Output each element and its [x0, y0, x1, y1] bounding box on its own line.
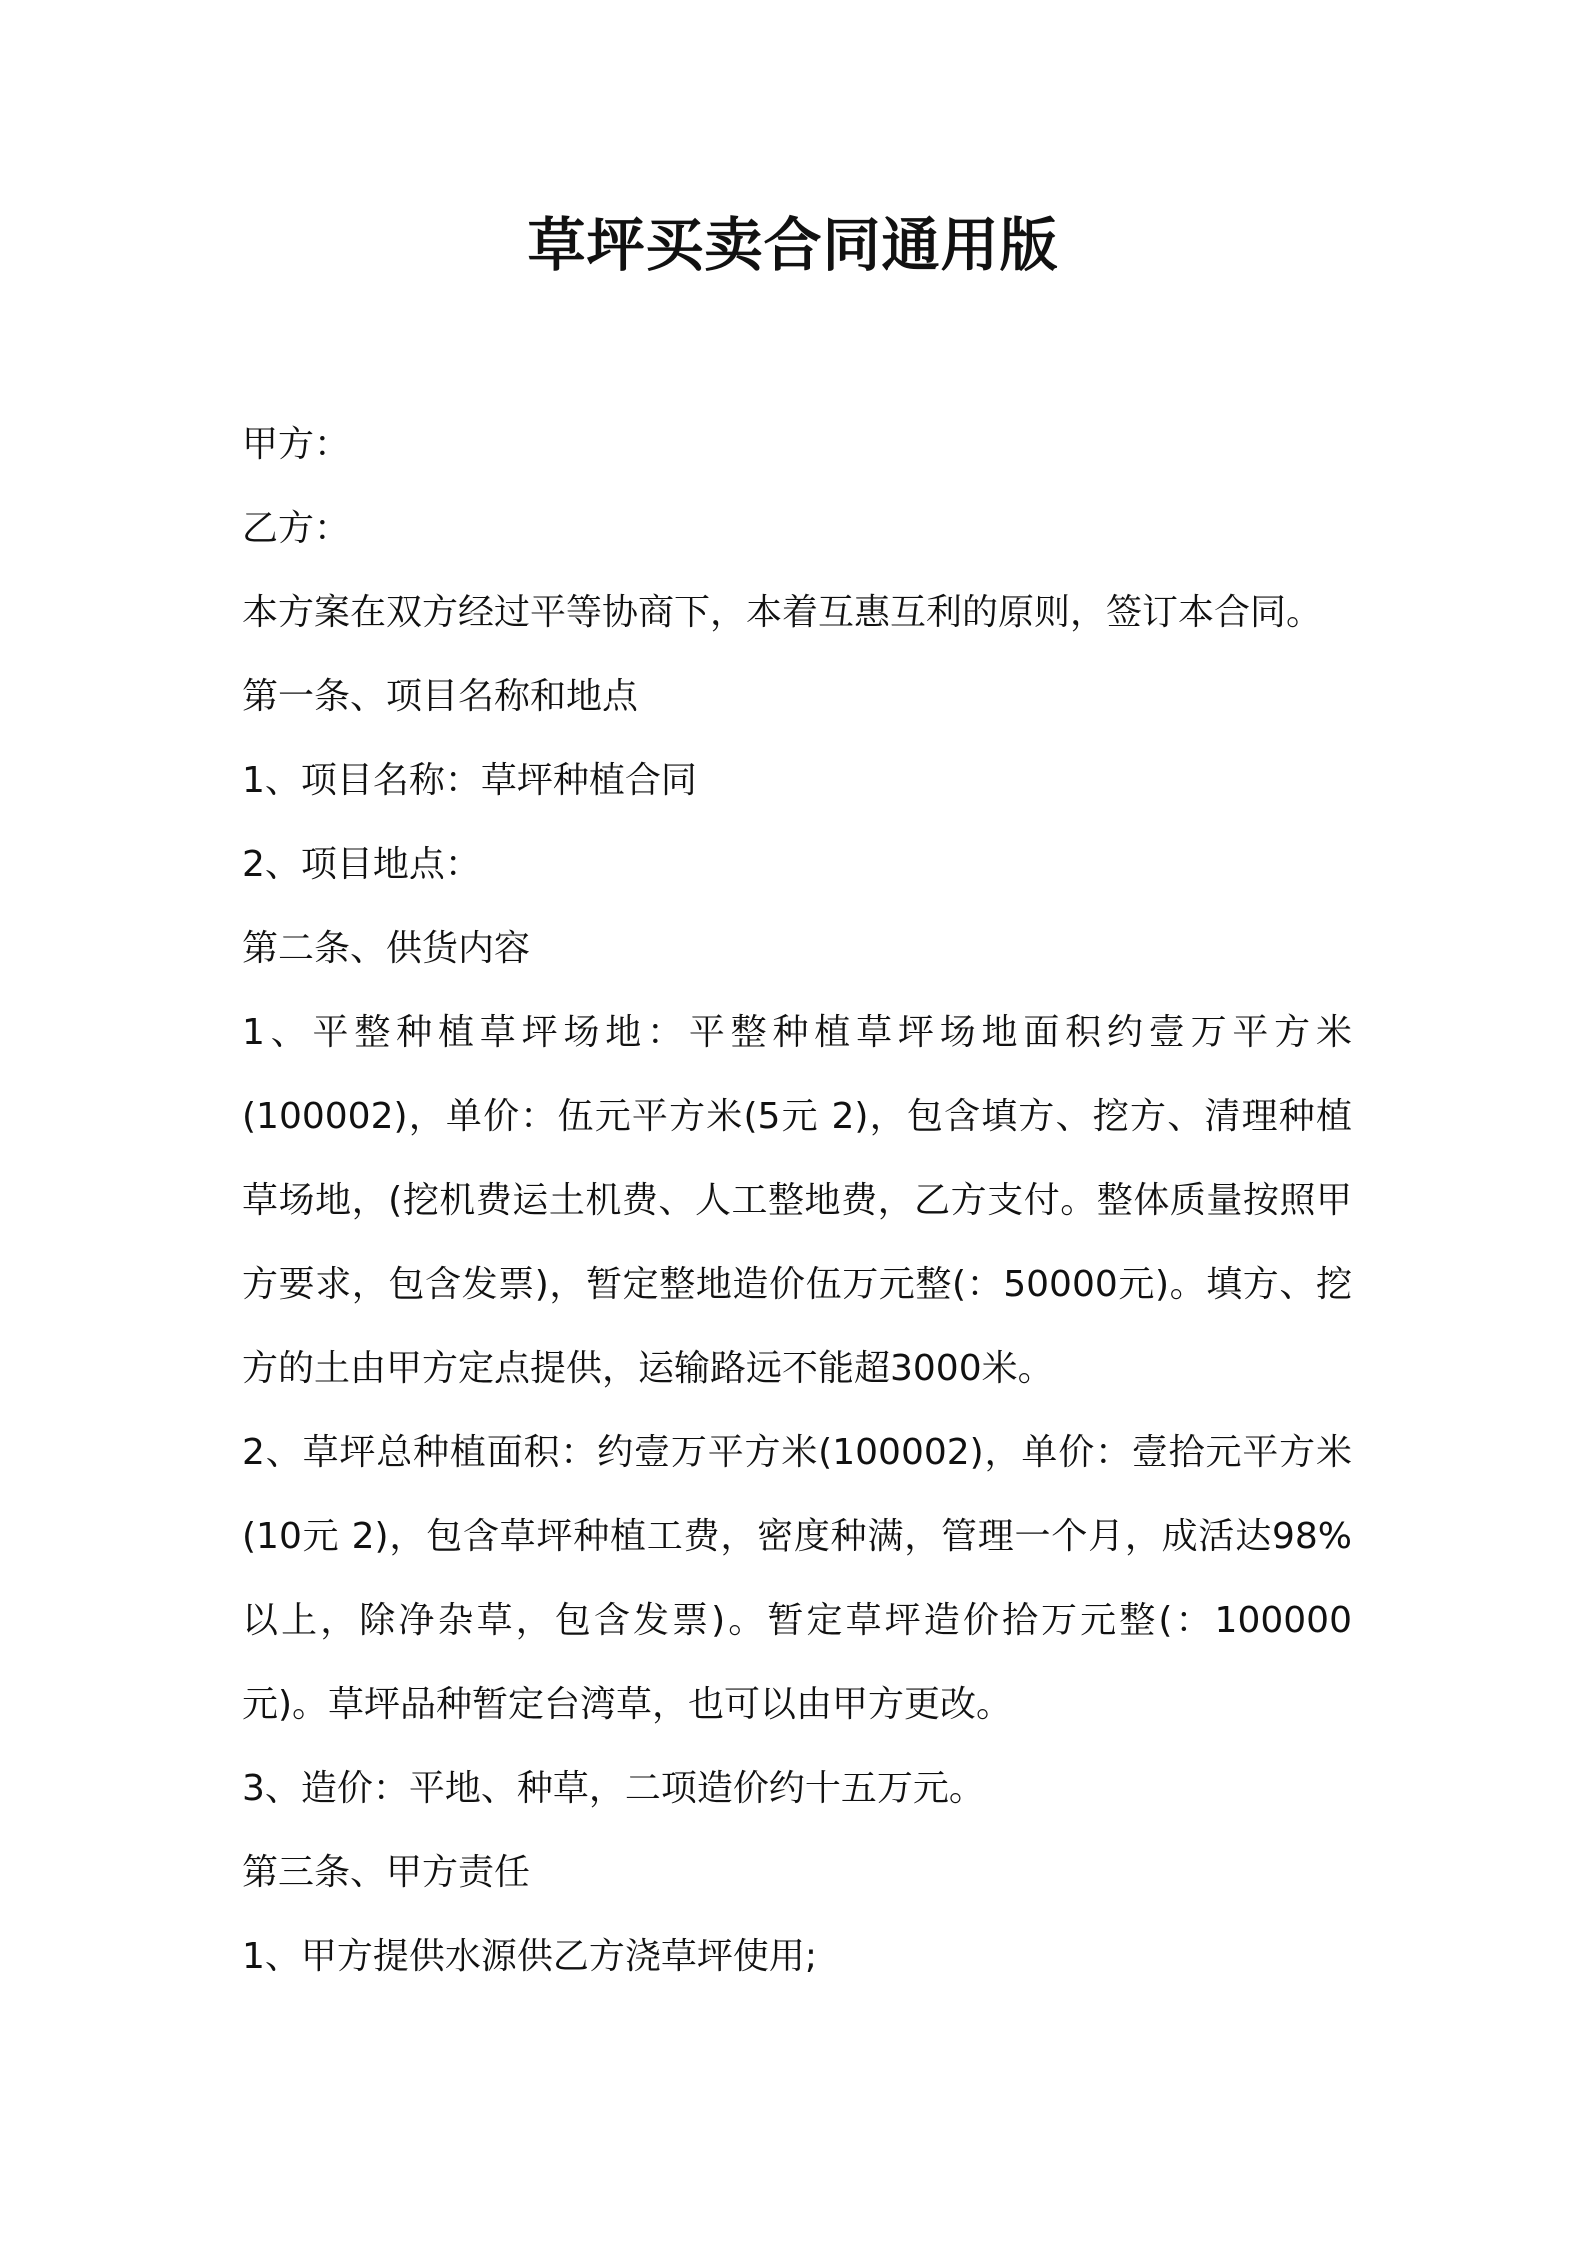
document-body: [242, 403, 1352, 1999]
project-location-line: 2、项目地点：: [242, 844, 481, 885]
party-a-duty-item-1: 1、甲方提供水源供乙方浇草坪使用;: [242, 1936, 818, 1977]
section-2-heading: 第二条、供货内容: [242, 928, 531, 969]
supply-item-2-paragraph: 2、草坪总种植面积：约壹万平方米(100002)，单价：壹拾元平方米(10元 2)，包含草坪种植工费，密度种满，管理一个月，成活达98%以上，除净杂草，包含发票)。暂定草坪造价拾万元整(：100000元)。草坪品种暂定台湾草，也可以由甲方更改。: [242, 1432, 1352, 1725]
document-title: 草坪买卖合同通用版: [527, 211, 1059, 279]
cost-line: 3、造价：平地、种草，二项造价约十五万元。: [242, 1768, 985, 1809]
party-a-line: 甲方：: [242, 424, 351, 465]
supply-item-1-paragraph: 1、平整种植草坪场地：平整种植草坪场地面积约壹万平方米(100002)，单价：伍元平方米(5元 2)，包含填方、挖方、清理种植草场地，(挖机费运土机费、人工整地费，乙方支付。整体质量按照甲方要求，包含发票)，暂定整地造价伍万元整(：50000元)。填方、挖方的土由甲方定点提供，运输路远不能超3000米。: [242, 1012, 1352, 1389]
party-b-line: 乙方：: [242, 508, 351, 549]
section-3-heading: 第三条、甲方责任: [242, 1852, 531, 1893]
preamble-line: 本方案在双方经过平等协商下，本着互惠互利的原则，签订本合同。: [242, 592, 1323, 633]
project-name-line: 1、项目名称：草坪种植合同: [242, 760, 697, 801]
section-1-heading: 第一条、项目名称和地点: [242, 676, 639, 717]
